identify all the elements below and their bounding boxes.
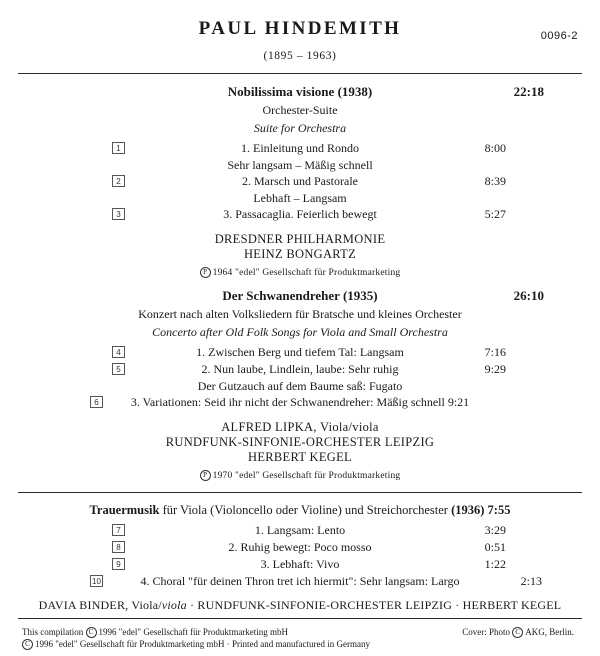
track-duration: 5:27 xyxy=(484,207,506,221)
copyright-circle-icon: C xyxy=(22,639,33,650)
track-number: 9 xyxy=(112,558,125,570)
phonographic-copyright: P 1964 "edel" Gesellschaft für Produktmarketing xyxy=(18,267,582,278)
track-duration: 7:16 xyxy=(484,345,506,359)
track-number: 3 xyxy=(112,208,125,220)
performer-ensemble: RUNDFUNK-SINFONIE-ORCHESTER LEIPZIG xyxy=(165,435,435,449)
work-title-name: Trauermusik xyxy=(89,503,160,517)
work-subtitle-en: Concerto after Old Folk Songs for Viola and Small Orchestra xyxy=(152,325,448,339)
work-duration: 22:18 xyxy=(513,84,544,99)
work-subtitle-de: Orchester-Suite xyxy=(262,103,338,117)
track-duration: 0:51 xyxy=(484,540,506,554)
table-row[interactable] xyxy=(18,573,582,590)
work-trauermusik xyxy=(18,503,582,613)
final-credit-rest: · RUNDFUNK-SINFONIE-ORCHESTER LEIPZIG · HERBERT KEGEL xyxy=(186,598,562,612)
compilation-label: This compilation xyxy=(22,627,84,637)
catalog-number: 0096-2 xyxy=(540,30,578,42)
cover-credit-text: Cover: Photo xyxy=(462,627,510,637)
divider-middle xyxy=(18,492,582,493)
track-tempo-note: Sehr langsam – Mäßig schnell xyxy=(227,158,373,172)
performer-soloist: ALFRED LIPKA, Viola/viola xyxy=(221,420,379,434)
table-row[interactable] xyxy=(18,344,582,361)
performers xyxy=(18,232,582,262)
cover-credit xyxy=(462,626,574,638)
work-nobilissima-visione xyxy=(18,84,582,278)
track-number: 6 xyxy=(90,396,103,408)
copyright-circle-icon: C xyxy=(512,627,523,638)
track-number: 10 xyxy=(90,575,103,587)
track-title: 2. Nun laube, Lindlein, laube: Sehr ruhig xyxy=(201,362,399,376)
track-title: 3. Variationen: Seid ihr nicht der Schwanendreher: Mäßig schnell 9:21 xyxy=(130,395,470,409)
track-title: 2. Ruhig bewegt: Poco mosso xyxy=(228,540,372,554)
table-row[interactable] xyxy=(18,556,582,573)
work-title xyxy=(18,503,582,518)
track-duration: 8:39 xyxy=(484,174,506,188)
track-list xyxy=(18,522,582,590)
table-row[interactable] xyxy=(18,522,582,539)
table-row[interactable] xyxy=(18,361,582,378)
track-number: 1 xyxy=(112,142,125,154)
cover-credit-rest: AKG, Berlin. xyxy=(525,627,574,637)
track-tempo-note: Lebhaft – Langsam xyxy=(253,191,347,205)
track-list xyxy=(18,344,582,411)
table-row[interactable] xyxy=(18,173,582,190)
divider-top xyxy=(18,73,582,74)
track-duration: 9:29 xyxy=(484,362,506,376)
work-title-year-duration: (1936) 7:55 xyxy=(451,503,511,517)
work-der-schwanendreher xyxy=(18,288,582,481)
track-number: 7 xyxy=(112,524,125,536)
final-credit-soloist: DAVIA BINDER, Viola/ xyxy=(38,598,162,612)
performer-conductor: HERBERT KEGEL xyxy=(248,450,352,464)
table-row[interactable] xyxy=(18,539,582,556)
page-title: PAUL HINDEMITH xyxy=(198,18,402,39)
track-title: 4. Choral "für deinen Thron tret ich hiermit": Sehr langsam: Largo xyxy=(140,574,460,588)
cd-booklet-page xyxy=(0,18,600,649)
work-title-line xyxy=(18,84,582,100)
work-duration: 26:10 xyxy=(513,288,544,303)
track-number: 4 xyxy=(112,346,125,358)
track-title: 1. Zwischen Berg und tiefem Tal: Langsam xyxy=(196,345,404,359)
performer-ensemble: DRESDNER PHILHARMONIE xyxy=(214,232,386,246)
final-credit-soloist-ital: viola xyxy=(161,598,187,612)
track-number: 5 xyxy=(112,363,125,375)
compilation-rest: 1996 "edel" Gesellschaft für Produktmarketing mbH xyxy=(98,627,289,637)
p-circle-icon: P xyxy=(200,470,211,481)
work-subtitle-en: Suite for Orchestra xyxy=(253,121,347,135)
work-title-desc: für Viola (Violoncello oder Violine) und Streichorchester xyxy=(159,503,452,517)
manufacture-copyright xyxy=(18,638,582,650)
track-duration: 3:29 xyxy=(484,523,506,537)
work-title: Nobilissima visione (1938) xyxy=(227,84,373,99)
divider-bottom xyxy=(18,618,582,619)
track-list xyxy=(18,140,582,223)
table-row[interactable] xyxy=(18,394,582,411)
footer xyxy=(18,626,582,656)
track-duration: 8:00 xyxy=(484,141,506,155)
track-duration: 1:22 xyxy=(484,557,506,571)
manufacture-rest: 1996 "edel" Gesellschaft für Produktmarketing mbH · Printed and manufactured in Germany xyxy=(35,639,371,649)
performers xyxy=(18,420,582,465)
table-row[interactable] xyxy=(18,140,582,157)
track-title: 1. Einleitung und Rondo xyxy=(241,141,359,155)
track-number: 2 xyxy=(112,175,125,187)
track-tempo-note: Der Gutzauch auf dem Baume saß: Fugato xyxy=(197,379,403,393)
composer-dates: (1895 – 1963) xyxy=(263,50,337,62)
table-row[interactable] xyxy=(18,206,582,223)
track-title: 2. Marsch und Pastorale xyxy=(242,174,358,188)
p-circle-icon: P xyxy=(200,267,211,278)
track-title: 3. Lebhaft: Vivo xyxy=(260,557,340,571)
final-credit xyxy=(18,598,582,613)
track-duration: 2:13 xyxy=(520,574,542,588)
track-title: 3. Passacaglia. Feierlich bewegt xyxy=(223,207,377,221)
work-subtitle-de: Konzert nach alten Volksliedern für Bratsche und kleines Orchester xyxy=(138,307,462,321)
work-title: Der Schwanendreher (1935) xyxy=(222,288,378,303)
copyright-circle-icon: C xyxy=(86,627,97,638)
performer-conductor: HEINZ BONGARTZ xyxy=(243,247,357,261)
track-number: 8 xyxy=(112,541,125,553)
track-title: 1. Langsam: Lento xyxy=(254,523,346,537)
work-title-line xyxy=(18,288,582,304)
phonographic-copyright: P 1970 "edel" Gesellschaft für Produktmarketing xyxy=(18,470,582,481)
